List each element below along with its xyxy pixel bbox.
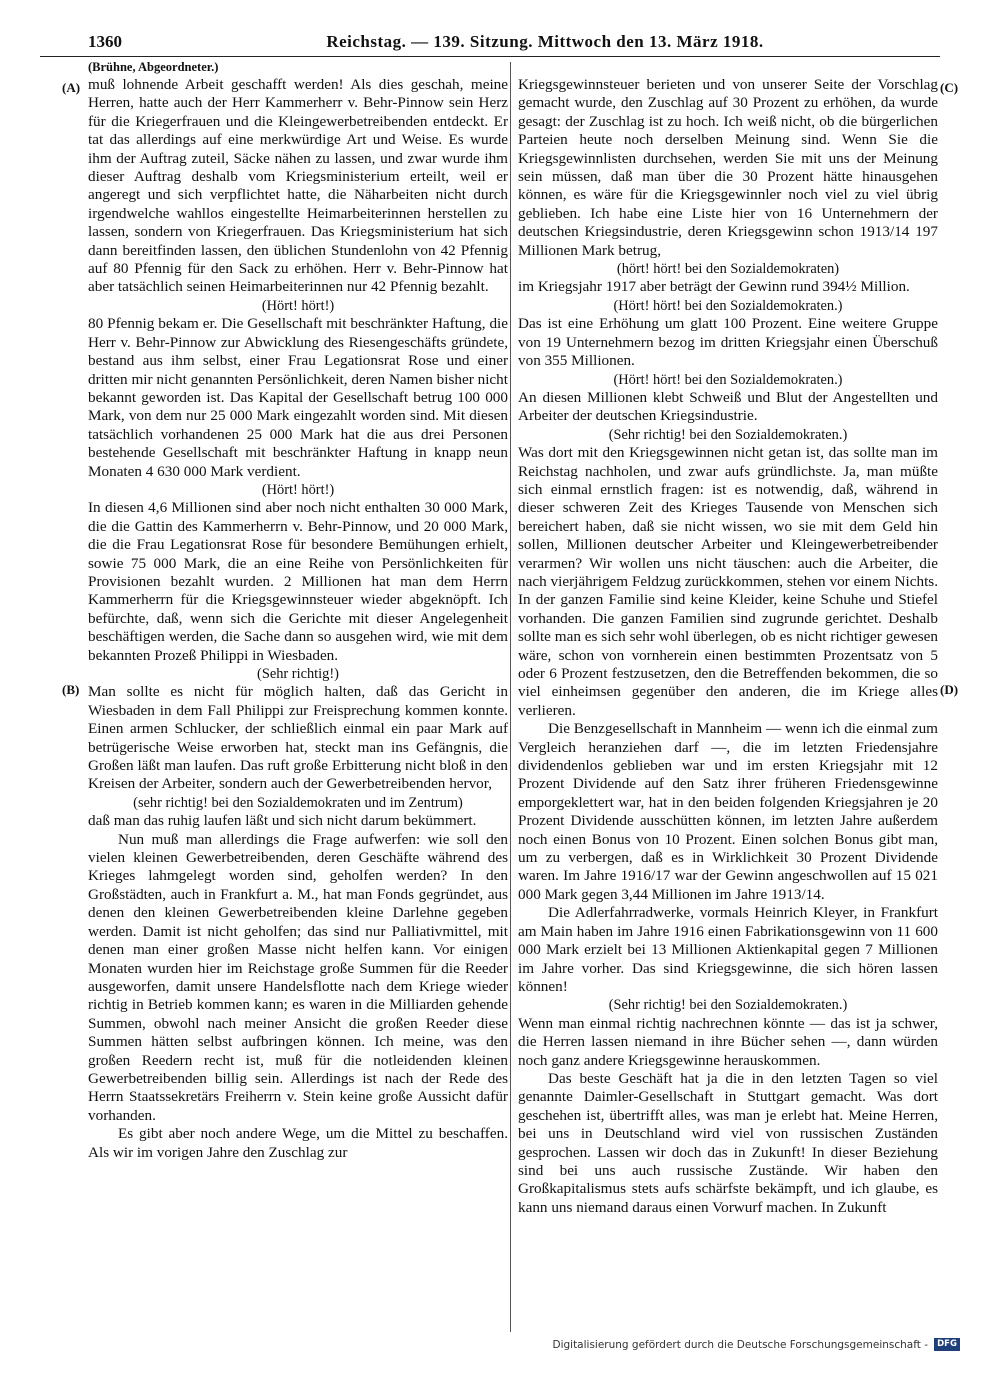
interjection: (Sehr richtig!) — [257, 666, 339, 682]
paragraph: 80 Pfennig bekam er. Die Gesellschaft mit beschränkter Haftung, die Herr v. Behr-Pinnow zur Abwicklung des Riesengeschäfts gründete, bestand aus ihm selbst, einer Frau Legationsrat Rose und einer dritten mir nicht genannten Persönlichkeit, deren Namen bisher nicht bekannt geworden ist. Das Kapital der Gesellschaft betrug 100 000 Mark, von dem nur 25 000 Mark eingezahlt worden sind. Mit diesen tatsächlich vorhandenen 25 000 Mark hat die aus drei Personen bestehende Gesellschaft mit beschränkter Haftung in knapp neun Monaten 4 630 000 Mark verdient. — [88, 315, 508, 480]
page-header — [40, 30, 940, 57]
interjection: (Hört! hört!) — [261, 481, 335, 498]
paragraph: Das ist eine Erhöhung um glatt 100 Prozent. Eine weitere Gruppe von 19 Unternehmern bezog im dritten Kriegsjahr einen Überschuß von 355 Millionen. — [518, 315, 938, 370]
margin-mark-c: (C) — [940, 80, 959, 95]
funding-credit: Digitalisierung gefördert durch die Deutsche Forschungsgemeinschaft - — [552, 1338, 928, 1351]
interjection: (sehr richtig! bei den Sozialdemokraten und im Zentrum) — [133, 794, 463, 811]
page-number: 1360 — [88, 32, 122, 51]
paragraph: Das beste Geschäft hat ja die in den letzten Tagen so viel genannte Daimler-Gesellschaft in Stuttgart gemacht. Was dort geschehen ist, übertrifft alles, was man je erlebt hat. Meine Herren, bei uns in Deutschland wird viel von russischen Zuständen gesprochen. Lassen wir doch das in Zukunft! In dieser Beziehung sind bei uns auch russische Zustände. Wir haben den Großkapitalismus stets aufs schärfste bekämpft, und ich glaube, es kann uns niemand daraus einen Vorwurf machen. In Zukunft — [518, 1069, 938, 1216]
dfg-logo: DFG — [934, 1338, 960, 1351]
column-divider — [510, 62, 511, 1332]
paragraph: Es gibt aber noch andere Wege, um die Mittel zu beschaffen. Als wir im vorigen Jahre den Zuschlag zur — [88, 1125, 508, 1161]
right-column — [518, 76, 938, 1217]
paragraph: Man sollte es nicht für möglich halten, daß das Gericht in Wiesbaden in dem Fall Philippi zur Freisprechung kommen konnte. Einen armen Schlucker, der schließlich einmal ein paar Mark auf betrügerische Weise erworben hat, steckt man ins Gefängnis, die Großen läßt man laufen. Das ruft große Erbitterung nicht bloß in den Kreisen der Arbeiter, sondern auch der Gewerbetreibenden hervor, — [88, 683, 508, 793]
interjection: (Hört! hört! bei den Sozialdemokraten.) — [613, 297, 843, 314]
paragraph: In diesen 4,6 Millionen sind aber noch nicht enthalten 30 000 Mark, die die Gattin des Kammerherrn v. Behr-Pinnow, und 20 000 Mark, die die Frau Legationsrat Rose für besondere Bemühungen erhielt, sowie 75 000 Mark, die an eine Reihe von Persönlichkeiten für Provisionen bezahlt wurden. 2 Millionen hat man dem Herrn Kammerherrn für die Kriegsgewinnsteuer wieder abgeknöpft. Ich befürchte, daß, wenn sich die Gerichte mit dieser Angelegenheit beschäftigen werden, die Sache dann so ausgehen wird, wie mit dem bekannten Prozeß Philippi in Wiesbaden. — [88, 499, 508, 664]
footer — [552, 1338, 960, 1351]
paragraph: An diesen Millionen klebt Schweiß und Blut der Angestellten und Arbeiter der deutschen Kriegsindustrie. — [518, 388, 938, 425]
left-column — [88, 76, 508, 1162]
paragraph: Die Adlerfahrradwerke, vormals Heinrich Kleyer, in Frankfurt am Main haben im Jahre 1916 einen Fabrikationsgewinn von 11 600 000 Mark erzielt bei 13 Millionen Aktienkapital gegen 7 Millionen im Jahre vorher. Das sind Kriegsgewinne, die sich hören lassen können! — [518, 904, 938, 995]
paragraph: Wenn man einmal richtig nachrechnen könnte — das ist ja schwer, die Herren lassen niemand in ihre Bücher sehen —, dann würden noch ganz andere Kriegsgewinne herauskommen. — [518, 1014, 938, 1069]
paragraph: Kriegsgewinnsteuer berieten und von unserer Seite der Vorschlag gemacht wurde, den Zuschlag auf 30 Prozent zu erhöhen, da wurde gesagt: der Zuschlag ist zu hoch. Ich weiß nicht, ob die bürgerlichen Parteien heute noch derselben Meinung sind. Wenn Sie die Kriegsgewinnlisten durchsehen, werden Sie mit uns der Meinung sein müssen, daß man über die 30 Prozent hätte hinausgehen können, es wäre für die Kriegsgewinnler noch viel zu viel übrig geblieben. Ich habe eine Liste hier von 16 Unternehmern der deutschen Kriegsindustrie, deren Kriegsgewinn schon 1913/14 197 Millionen Mark betrug, — [518, 76, 938, 259]
paragraph: muß lohnende Arbeit geschafft werden! Als dies geschah, meine Herren, hatte auch der Herr Kammerherr v. Behr-Pinnow sein Herz für die Kriegerfrauen und die Kleingewerbetreibenden entdeckt. Er tat das allerdings auf eine merkwürdige Art und Weise. Es wurde ihm der Auftrag zuteil, Säcke nähen zu lassen, und zwar wurde ihm dieser Auftrag deshalb vom Kriegsministerium erteilt, weil er angeregt und sich verpflichtet hatte, die Näharbeiten nicht durch irgendwelche wahllos eingestellte Heimarbeiterinnen herstellen zu lassen, sondern von Kriegerfrauen. Das Kriegsministerium hat sich dann bereitfinden lassen, den üblichen Stundenlohn von 42 Pfennig auf 80 Pfennig für den Sack zu erhöhen. Herr v. Behr-Pinnow hat aber tatsächlich seinen Heimarbeiterinnen nur 42 Pfennig bezahlt. — [88, 76, 508, 296]
paragraph: im Kriegsjahr 1917 aber beträgt der Gewinn rund 394½ Million. — [518, 278, 910, 296]
margin-mark-a: (A) — [62, 80, 81, 95]
paragraph: daß man das ruhig laufen läßt und sich nicht darum bekümmert. — [88, 812, 477, 830]
interjection: (Hört! hört! bei den Sozialdemokraten.) — [613, 371, 843, 388]
margin-mark-b: (B) — [62, 682, 80, 697]
interjection: (Sehr richtig! bei den Sozialdemokraten.) — [608, 426, 848, 443]
page-title: Reichstag. — 139. Sitzung. Mittwoch den 13. März 1918. — [326, 32, 764, 51]
paragraph: Was dort mit den Kriegsgewinnen nicht getan ist, das sollte man im Reichstag nachholen, und zwar aufs gründlichste. Ja, man müßte sich einmal ernstlich fragen: ist es notwendig, daß, während in dieser schweren Zeit des Krieges Tausende von Menschen sich bereichert haben, daß sie nicht wissen, wo sie mit dem Geld hin sollen, Millionen deutscher Arbeiter und Kleingewerbetreibender verarmen? Wir wollen uns nicht täuschen: auch die Arbeiter, die nach vierjährigem Feldzug zurückkommen, stehen vor einem Nichts. In der ganzen Familie sind keine Kleider, keine Schuhe und Stiefel vorhanden. Die ganzen Familien sind zugrunde gerichtet. Deshalb sollte man es sich sehr wohl überlegen, ob es nicht richtiger gewesen wäre, schon von vornherein einen bestimmten Prozentsatz von 5 oder 6 Prozent festzusetzen, den die Betreffenden bekommen, die so viel einheimsen gegenüber den anderen, die im Kriege alles verlieren. — [518, 444, 938, 719]
interjection: (Sehr richtig! bei den Sozialdemokraten.) — [608, 997, 848, 1014]
paragraph: Die Benzgesellschaft in Mannheim — wenn ich die einmal zum Vergleich heranziehen darf —, die im letzten Friedensjahre dividendenlos geblieben war und im ersten Kriegsjahr mit 12 Prozent Dividende auf den Satz ihrer früheren Friedensgewinne emporgeklettert war, hat in den beiden folgenden Kriegsjahren je 20 Prozent Dividende ausschütten können, im letzten Jahre außerdem noch einen Bonus von 10 Prozent. Einen solchen Bonus gibt man, um zu verbergen, daß es in Wirklichkeit 30 Prozent Dividende waren. Im Jahre 1916/17 war der Gewinn angeschwollen auf 15 021 000 Mark gegen 3,44 Millionen im Jahre 1913/14. — [518, 720, 938, 903]
margin-mark-d: (D) — [940, 682, 959, 697]
interjection: (Hört! hört!) — [261, 297, 335, 314]
paragraph: Nun muß man allerdings die Frage aufwerfen: wie soll den vielen kleinen Gewerbetreibenden, deren Geschäfte während des Krieges lahmgelegt worden sind, geholfen werden? In den Großstädten, auch in Frankfurt a. M., hat man Fonds gegründet, aus denen den kleinen Gewerbetreibenden kleine Darlehne gegeben werden. Damit ist nicht geholfen; das sind nur Palliativmittel, mit denen man einer großen Masse nicht helfen kann. Vor einigen Monaten wurden hier im Reichstage große Summen für die Reeder ausgeworfen, damit unsere Handelsflotte nach dem Kriege wieder richtig in Betrieb kommen kann; es waren in die Milliarden gehende Summen, obwohl nach meiner Ansicht die großen Reeder diese Summen hätten selbst aufbringen können. Ich meine, was den großen Reedern recht ist, muß für die notleidenden kleinen Gewerbetreibenden billig sein. Allerdings ist nach der Rede des Herrn Staatssekretärs Freiherrn v. Stein keine große Aussicht dafür vorhanden. — [88, 830, 508, 1124]
interjection: (hört! hört! bei den Sozialdemokraten) — [616, 261, 840, 278]
speaker-label: (Brühne, Abgeordneter.) — [88, 60, 219, 74]
